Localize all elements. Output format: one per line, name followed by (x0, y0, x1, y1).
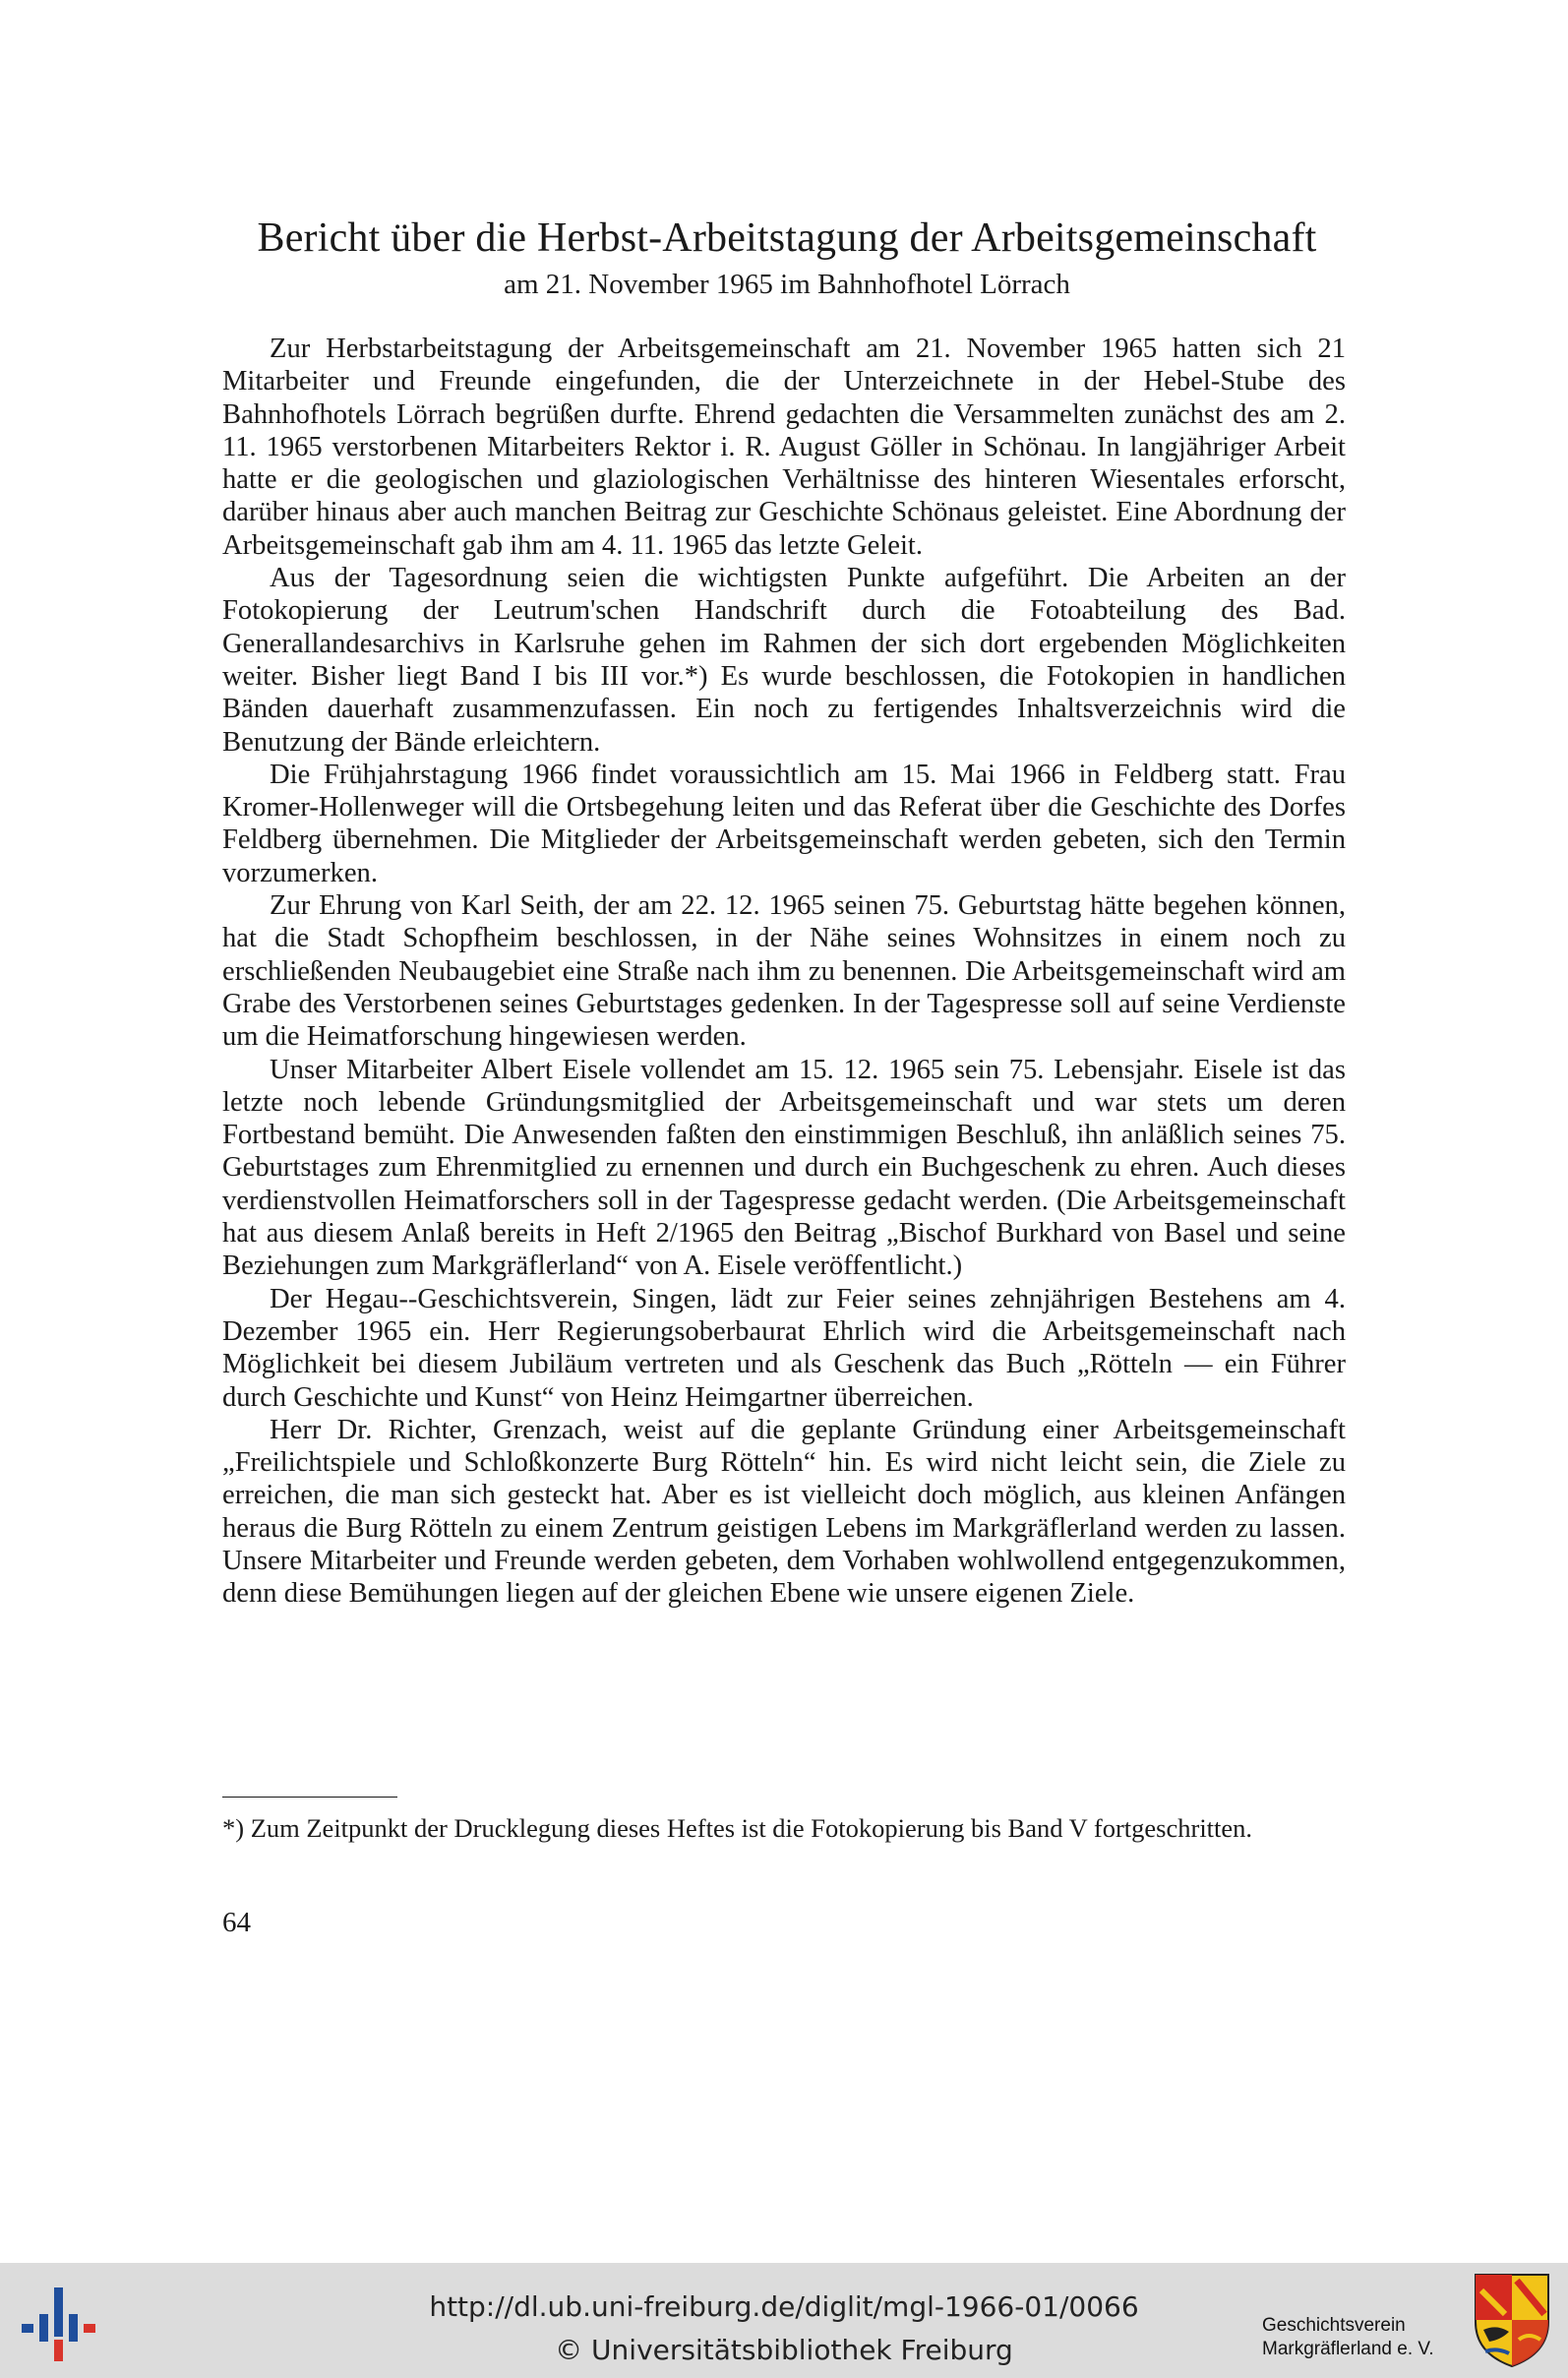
society-line-1: Geschichtsverein (1262, 2315, 1406, 2336)
paragraph: Der Hegau--Geschichtsverein, Singen, lädt zur Feier seines zehnjährigen Bestehens am 4. Dezember 1965 ein. Herr Regierungsoberbaurat Ehrlich wird die Arbeitsgemeinschaft nach Möglichkeit bei diesem Jubiläum vertreten und als Geschenk das Buch „Rötteln — ein Führer durch Geschichte und Kunst“ von Heinz Heimgartner überreichen. (222, 1283, 1346, 1413)
paragraph: Unser Mitarbeiter Albert Eisele vollendet am 15. 12. 1965 sein 75. Lebensjahr. Eisele ist das letzte noch lebende Gründungsmitglied der Arbeitsgemeinschaft und war stets um deren Fortbestand bemüht. Die Anwesenden faßten den einstimmigen Beschluß, ihn anläßlich seines 75. Geburtstages zum Ehrenmitglied zu ernennen und durch ein Buchgeschenk zu ehren. Auch dieses verdienstvollen Heimatforschers soll in der Tagespresse gedacht werden. (Die Arbeitsgemeinschaft hat aus diesem Anlaß bereits in Heft 2/1965 den Beitrag „Bischof Burkhard von Basel und seine Beziehungen zum Markgräflerland“ von A. Eisele veröffentlicht.) (222, 1054, 1346, 1282)
footer-bar (0, 2263, 1568, 2378)
page-number: 64 (222, 1907, 251, 1938)
source-url-link[interactable]: http://dl.ub.uni-freiburg.de/diglit/mgl-1966-01/0066 (429, 2290, 1139, 2323)
society-line-2: Markgräflerland e. V. (1262, 2339, 1434, 2359)
footnote (222, 1812, 1346, 1844)
paragraph: Zur Herbstarbeitstagung der Arbeitsgemeinschaft am 21. November 1965 hatten sich 21 Mitarbeiter und Freunde eingefunden, die der Unterzeichnete in der Hebel-Stube des Bahnhofhotels Lörrach begrüßen durfte. Ehrend gedachten die Versammelten zunächst des am 2. 11. 1965 verstorbenen Mitarbeiters Rektor i. R. August Göller in Schönau. In langjähriger Arbeit hatte er die geologischen und glaziologischen Verhältnisse des hinteren Wiesentales erforscht, darüber hinaus aber auch manchen Beitrag zur Geschichte Schönaus geleistet. Eine Abordnung der Arbeitsgemeinschaft gab ihm am 4. 11. 1965 das letzte Geleit. (222, 334, 1346, 561)
paragraph: Herr Dr. Richter, Grenzach, weist auf die geplante Gründung einer Arbeitsgemeinschaft „Freilichtspiele und Schloßkonzerte Burg Rötteln“ hin. Es wird nicht leicht sein, die Ziele zu erreichen, die man sich gesteckt hat. Aber es ist vielleicht doch möglich, aus kleinen Anfängen heraus die Burg Rötteln zu einem Zentrum geistigen Lebens im Markgräflerland werden zu lassen. Unsere Mitarbeiter und Freunde werden gebeten, dem Vorhaben wohlwollend entgegenzukommen, denn diese Bemühungen liegen auf der gleichen Ebene wie unsere eigenen Ziele. (222, 1414, 1346, 1610)
footnote-text: *) Zum Zeitpunkt der Drucklegung dieses Heftes ist die Fotokopierung bis Band V fortgeschritten. (222, 1813, 1253, 1843)
society-name (1262, 2314, 1434, 2361)
paragraph: Die Frühjahrstagung 1966 findet voraussichtlich am 15. Mai 1966 in Feldberg statt. Frau Kromer-Hollenweger will die Ortsbegehung leiten und das Referat über die Geschichte des Dorfes Feldberg übernehmen. Die Mitglieder der Arbeitsgemeinschaft werden gebeten, sich den Termin vorzumerken. (222, 759, 1346, 888)
coat-of-arms-icon (1472, 2271, 1552, 2369)
paragraph: Aus der Tagesordnung seien die wichtigsten Punkte aufgeführt. Die Arbeiten an der Fotokopierung der Leutrum'schen Handschrift durch die Fotoabteilung des Bad. Generallandesarchivs in Karlsruhe gehen im Rahmen der sich dort ergebenden Möglichkeiten weiter. Bisher liegt Band I bis III vor.*) Es wurde beschlossen, die Fotokopien in handlichen Bänden dauerhaft zusammenzufassen. Ein noch zu fertigendes Inhaltsverzeichnis wird die Benutzung der Bände erleichtern. (222, 563, 1346, 758)
document-title: Bericht über die Herbst-Arbeitstagung der Arbeitsgemeinschaft (257, 215, 1317, 261)
document-subtitle: am 21. November 1965 im Bahnhofhotel Lörrach (504, 269, 1070, 300)
copyright-text: © Universitätsbibliothek Freiburg (555, 2334, 1013, 2366)
footnote-divider (222, 1797, 397, 1798)
body-text (222, 333, 1346, 1611)
paragraph: Zur Ehrung von Karl Seith, der am 22. 12. 1965 seinen 75. Geburtstag hätte begehen können, hat die Stadt Schopfheim beschlossen, in der Nähe seines Wohnsitzes in einem noch zu erschließenden Neubaugebiet eine Straße nach ihm zu benennen. Die Arbeitsgemeinschaft wird am Grabe des Verstorbenen seines Geburtstages gedenken. In der Tagespresse soll auf seine Verdienste um die Heimatforschung hingewiesen werden. (222, 890, 1346, 1053)
